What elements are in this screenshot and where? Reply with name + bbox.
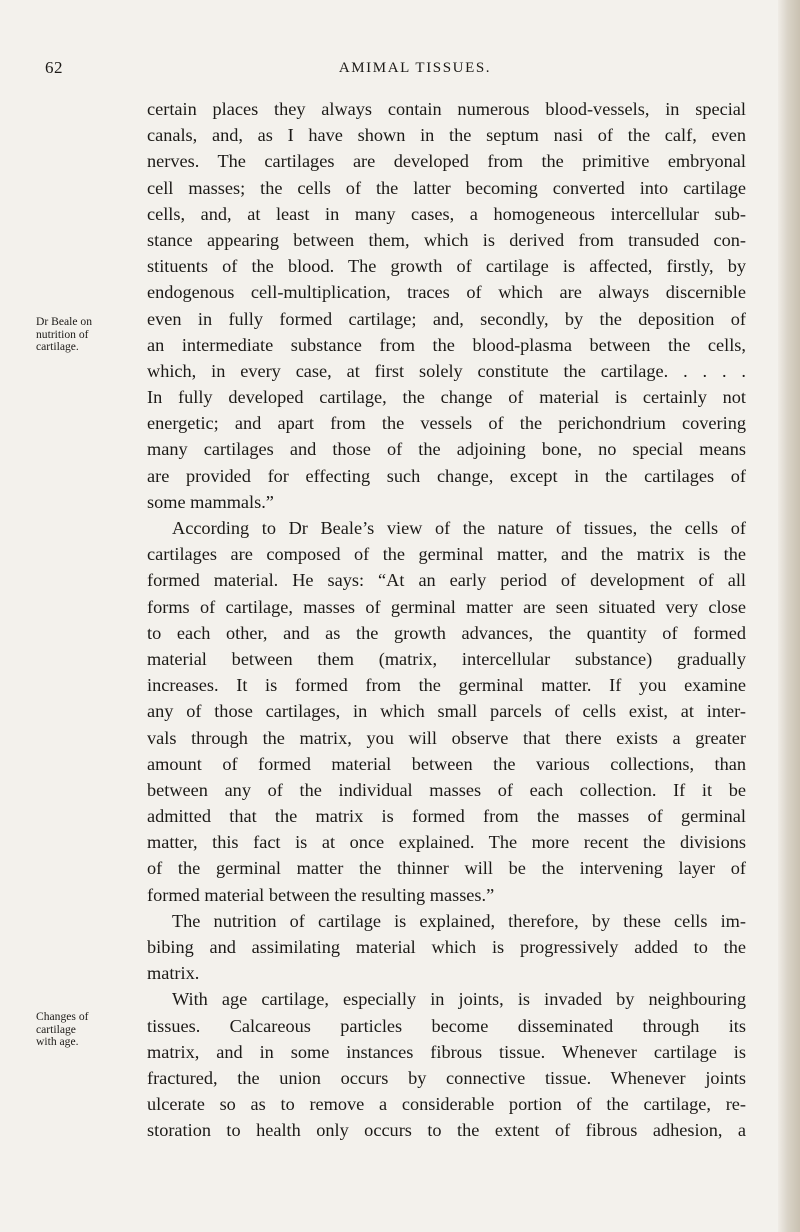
- margin-note-changes-with-age: [36, 1011, 136, 1049]
- text-line: With age cartilage, especially in joints, is invaded by neighbouring: [172, 989, 746, 1010]
- text-line: even in fully formed cartilage; and, secondly, by the deposition of: [147, 308, 746, 329]
- text-line: matrix.: [147, 963, 200, 984]
- text-line: tissues. Calcareous particles become disseminated through its: [147, 1015, 746, 1036]
- text-line: between any of the individual masses of each collection. If it be: [147, 779, 746, 800]
- text-line: fractured, the union occurs by connective tissue. Whenever joints: [147, 1067, 746, 1088]
- text-line: In fully developed cartilage, the change of material is certainly not: [147, 387, 746, 408]
- text-line: canals, and, as I have shown in the septum nasi of the calf, even: [147, 125, 746, 146]
- margin-note-line: Dr Beale on: [36, 315, 93, 328]
- text-line: of the germinal matter the thinner will be the intervening layer of: [147, 858, 746, 879]
- margin-note-line: nutrition of: [36, 327, 89, 341]
- text-line: formed material between the resulting masses.”: [147, 884, 495, 905]
- text-line: matter, this fact is at once explained. The more recent the divisions: [147, 832, 746, 853]
- text-line: cell masses; the cells of the latter becoming converted into cartilage: [147, 177, 746, 198]
- text-line: material between them (matrix, intercellular substance) gradually: [147, 648, 746, 669]
- text-line: energetic; and apart from the vessels of the perichondrium covering: [147, 413, 746, 434]
- text-line: The nutrition of cartilage is explained, therefore, by these cells im-: [172, 910, 746, 931]
- text-line: ulcerate so as to remove a considerable portion of the cartilage, re-: [147, 1094, 746, 1115]
- text-line: are provided for effecting such change, except in the cartilages of: [147, 465, 746, 486]
- text-line: storation to health only occurs to the extent of fibrous adhesion, a: [147, 1120, 746, 1141]
- text-line: admitted that the matrix is formed from the masses of germinal: [147, 806, 746, 827]
- margin-note-beale: [36, 316, 136, 354]
- text-line: amount of formed material between the various collections, than: [147, 753, 746, 774]
- text-line: stituents of the blood. The growth of cartilage is affected, firstly, by: [147, 256, 746, 277]
- text-line: to each other, and as the growth advances, the quantity of formed: [147, 622, 746, 643]
- page-edge-shadow: [778, 0, 800, 1232]
- text-line: vals through the matrix, you will observe that there exists a greater: [147, 727, 746, 748]
- text-line: increases. It is formed from the germinal matter. If you examine: [147, 675, 746, 696]
- body-text: [147, 96, 746, 1144]
- text-line: cells, and, at least in many cases, a homogeneous intercellular sub-: [147, 203, 746, 224]
- text-line: certain places they always contain numerous blood-vessels, in special: [147, 99, 746, 119]
- text-line: According to Dr Beale’s view of the nature of tissues, the cells of: [172, 518, 746, 538]
- margin-note-line: cartilage.: [36, 340, 79, 353]
- text-line: which, in every case, at first solely constitute the cartilage. . . . .: [147, 360, 746, 381]
- text-line: an intermediate substance from the blood-plasma between the cells,: [147, 334, 746, 355]
- page-number: 62: [45, 58, 63, 77]
- text-line: formed material. He says: “At an early period of development of all: [147, 570, 746, 591]
- text-line: many cartilages and those of the adjoining bone, no special means: [147, 439, 746, 460]
- margin-note-line: Changes of: [36, 1010, 89, 1023]
- margin-note-line: with age.: [36, 1035, 79, 1048]
- text-line: nerves. The cartilages are developed from the primitive embryonal: [147, 151, 746, 172]
- text-line: endogenous cell-multiplication, traces of which are always discernible: [147, 282, 746, 303]
- text-line: stance appearing between them, which is derived from transuded con-: [147, 229, 746, 250]
- text-line: matrix, and in some instances fibrous tissue. Whenever cartilage is: [147, 1041, 746, 1062]
- running-title: AMIMAL TISSUES.: [338, 60, 492, 76]
- text-line: cartilages are composed of the germinal matter, and the matrix is the: [147, 544, 746, 565]
- text-line: some mammals.”: [147, 491, 274, 512]
- margin-note-line: cartilage: [36, 1022, 76, 1036]
- text-line: bibing and assimilating material which is progressively added to the: [147, 937, 746, 957]
- text-line: any of those cartilages, in which small parcels of cells exist, at inter-: [147, 701, 746, 722]
- text-line: forms of cartilage, masses of germinal matter are seen situated very close: [147, 596, 746, 617]
